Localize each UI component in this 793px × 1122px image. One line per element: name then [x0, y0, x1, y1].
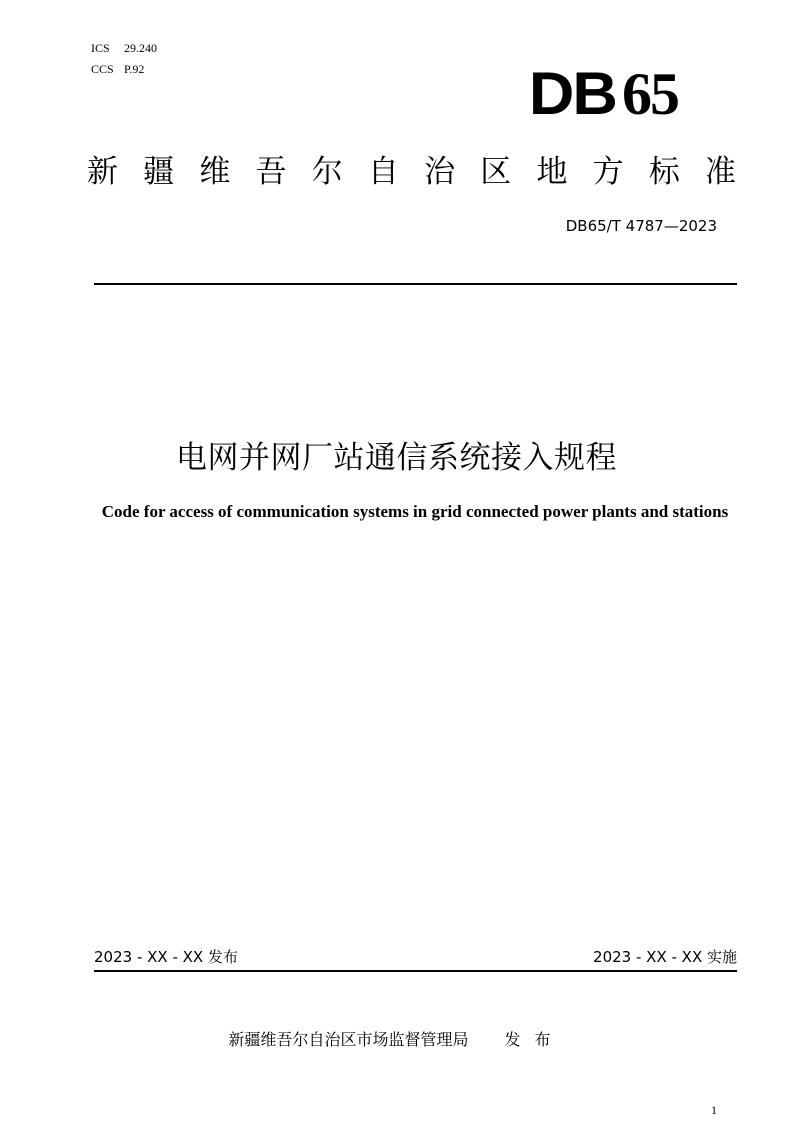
publisher-line: [0, 1027, 793, 1050]
publish-action: 发布: [504, 1030, 565, 1049]
classification-codes: [91, 38, 157, 80]
ics-code-row: [91, 38, 157, 59]
ccs-code-row: [91, 59, 157, 80]
db-logo: [529, 60, 678, 127]
ics-value: 29.240: [124, 41, 157, 55]
publisher-name: 新疆维吾尔自治区市场监督管理局: [228, 1030, 469, 1049]
logo-number: 65: [622, 61, 678, 127]
bottom-divider: [94, 970, 737, 972]
implementation-date: 2023 - XX - XX 实施: [593, 948, 737, 966]
standard-number: DB65/T 4787—2023: [565, 217, 717, 235]
standard-authority-title: 新疆维吾尔自治区地方标准: [87, 154, 737, 190]
date-row: [94, 946, 737, 967]
logo-letters: DB: [529, 60, 617, 127]
ccs-value: P.92: [124, 62, 145, 76]
top-divider: [94, 283, 737, 285]
page-number: 1: [711, 1103, 717, 1117]
document-title-english: Code for access of communication systems in grid connected power plants and stations: [101, 502, 729, 521]
issue-date: 2023 - XX - XX 发布: [94, 948, 238, 966]
ccs-label: CCS: [91, 62, 114, 76]
ics-label: ICS: [91, 41, 110, 55]
document-title-chinese: 电网并网厂站通信系统接入规程: [176, 440, 617, 476]
